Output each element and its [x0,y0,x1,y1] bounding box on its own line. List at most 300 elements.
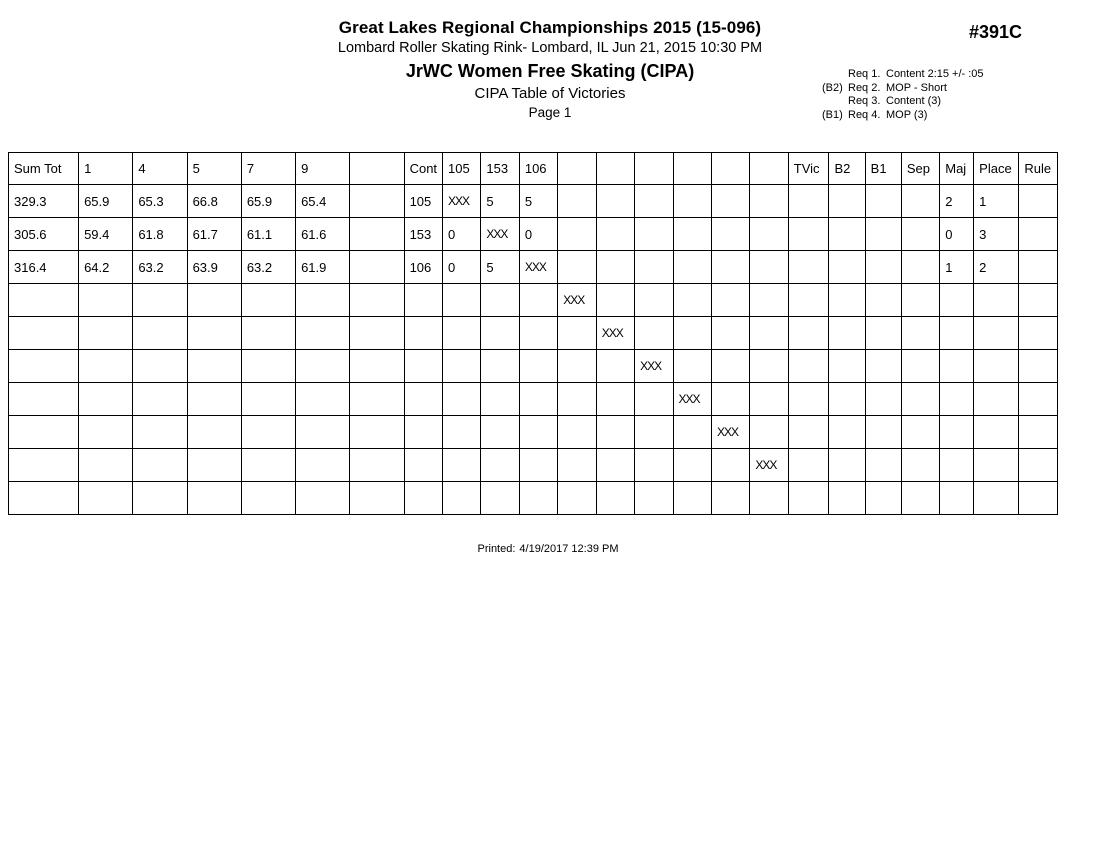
cell-empty-3 [635,218,673,251]
cell-spacer [350,482,404,515]
cell-sum-tot [9,416,79,449]
cell-judge-1 [79,350,133,383]
cell-tvic [788,185,829,218]
cell-vs-153: XXX [481,218,519,251]
cell-empty-6 [750,416,788,449]
requirement-text: Content 2:15 +/- :05 [886,68,984,80]
cell-empty-2 [596,350,634,383]
cell-sep [901,350,939,383]
venue-line: Lombard Roller Skating Rink- Lombard, IL Jun 21, 2015 10:30 PM [337,40,763,56]
cell-judge-4 [133,482,187,515]
cell-place [974,482,1019,515]
cell-tvic [788,284,829,317]
column-header-judge-9: 9 [296,153,350,185]
cell-sep [901,482,939,515]
cell-empty-5 [711,185,749,218]
cell-sum-tot [9,284,79,317]
requirement-row [822,68,1022,82]
cell-empty-3 [635,383,673,416]
cell-judge-5: 66.8 [187,185,241,218]
cell-empty-5 [711,218,749,251]
cell-empty-4 [673,416,711,449]
cell-rule [1019,218,1058,251]
cell-judge-4 [133,383,187,416]
cell-judge-9: 61.9 [296,251,350,284]
cell-tvic [788,416,829,449]
column-header-b1: B1 [865,153,901,185]
table-row [9,350,1058,383]
cell-empty-4 [673,251,711,284]
cell-rule [1019,185,1058,218]
table-row [9,482,1058,515]
cell-empty-1 [558,317,596,350]
cell-empty-4 [673,482,711,515]
cell-tvic [788,218,829,251]
column-header-maj: Maj [940,153,974,185]
cell-spacer [350,317,404,350]
table-row [9,284,1058,317]
cell-judge-9 [296,449,350,482]
cell-judge-9 [296,284,350,317]
cell-cont: 106 [404,251,442,284]
cell-vs-105 [443,317,481,350]
cell-judge-1 [79,284,133,317]
printed-label: Printed: [477,543,516,555]
cell-vs-105 [443,449,481,482]
cell-empty-5 [711,383,749,416]
cell-spacer [350,185,404,218]
column-header-judge-5: 5 [187,153,241,185]
cell-empty-5 [711,317,749,350]
cell-spacer [350,284,404,317]
cell-judge-4: 61.8 [133,218,187,251]
cell-vs-105: 0 [443,218,481,251]
cell-judge-4 [133,317,187,350]
column-header-skater-106: 106 [519,153,557,185]
cell-place [974,284,1019,317]
cell-tvic [788,449,829,482]
table-row [9,251,1058,284]
cell-judge-5 [187,350,241,383]
table-subtitle: CIPA Table of Victories [474,85,626,102]
cell-rule [1019,449,1058,482]
cell-judge-1 [79,416,133,449]
cell-empty-2 [596,284,634,317]
column-header-empty-2 [596,153,634,185]
cell-empty-6 [750,317,788,350]
cell-empty-5: XXX [711,416,749,449]
cell-b1 [865,251,901,284]
cell-judge-5 [187,383,241,416]
requirement-number: Req 3. [848,95,881,107]
cell-vs-153 [481,350,519,383]
column-header-skater-153: 153 [481,153,519,185]
cell-b2 [829,416,865,449]
requirement-row [822,95,1022,109]
cell-vs-105: 0 [443,251,481,284]
table-row [9,218,1058,251]
cell-b2 [829,251,865,284]
cell-empty-3 [635,284,673,317]
cell-maj [940,350,974,383]
cell-sep [901,185,939,218]
cell-rule [1019,482,1058,515]
cell-maj: 2 [940,185,974,218]
table-row [9,185,1058,218]
cell-judge-9 [296,350,350,383]
cell-vs-153 [481,416,519,449]
cell-cont [404,284,442,317]
cell-sep [901,317,939,350]
cell-vs-106: 5 [519,185,557,218]
cell-sum-tot [9,482,79,515]
cell-judge-1: 65.9 [79,185,133,218]
cell-judge-9 [296,317,350,350]
table-header-row [9,153,1058,185]
cell-vs-153 [481,449,519,482]
cell-cont [404,449,442,482]
cell-judge-9 [296,482,350,515]
cell-cont [404,350,442,383]
cell-vs-153 [481,284,519,317]
cell-empty-3 [635,251,673,284]
cell-rule [1019,284,1058,317]
cell-spacer [350,350,404,383]
cell-empty-6 [750,185,788,218]
requirement-tag: (B2) [822,81,843,94]
cell-maj [940,383,974,416]
cell-empty-1 [558,350,596,383]
cell-place: 2 [974,251,1019,284]
cell-b2 [829,350,865,383]
cell-vs-105 [443,482,481,515]
cell-b2 [829,185,865,218]
cell-judge-4 [133,284,187,317]
column-header-tvic: TVic [788,153,829,185]
cell-spacer [350,449,404,482]
cell-place [974,383,1019,416]
requirement-number: Req 2. [848,81,881,94]
cell-judge-9 [296,416,350,449]
cell-judge-1 [79,482,133,515]
cell-sum-tot [9,350,79,383]
cell-vs-105 [443,284,481,317]
cell-empty-2: XXX [596,317,634,350]
cell-judge-5 [187,284,241,317]
column-header-rule: Rule [1019,153,1058,185]
cell-empty-1 [558,383,596,416]
cell-sep [901,251,939,284]
cell-empty-5 [711,350,749,383]
cell-spacer [350,383,404,416]
cell-b1 [865,350,901,383]
cell-sep [901,449,939,482]
cell-vs-106 [519,350,557,383]
column-header-empty-5 [711,153,749,185]
cell-empty-4 [673,284,711,317]
table-row [9,317,1058,350]
cell-vs-153 [481,383,519,416]
cell-rule [1019,350,1058,383]
cell-maj [940,416,974,449]
cell-empty-1 [558,416,596,449]
event-number: #391C [968,22,1022,42]
cell-maj [940,317,974,350]
cell-judge-7 [241,350,295,383]
cell-sep [901,383,939,416]
cell-empty-3 [635,185,673,218]
page-number: Page 1 [528,105,572,120]
cell-b1 [865,416,901,449]
cell-judge-7 [241,284,295,317]
cell-cont [404,416,442,449]
cell-vs-105 [443,416,481,449]
cell-empty-3 [635,317,673,350]
cell-sum-tot [9,449,79,482]
cell-vs-153 [481,317,519,350]
cell-tvic [788,482,829,515]
cell-judge-9: 61.6 [296,218,350,251]
requirement-row [822,109,1022,123]
column-header-cont: Cont [404,153,442,185]
cell-judge-5 [187,482,241,515]
cell-vs-106 [519,449,557,482]
cell-judge-7 [241,383,295,416]
cell-rule [1019,416,1058,449]
cell-sum-tot: 305.6 [9,218,79,251]
cell-rule [1019,251,1058,284]
cell-maj: 1 [940,251,974,284]
cell-rule [1019,317,1058,350]
cell-judge-4: 63.2 [133,251,187,284]
requirement-row [822,82,1022,96]
cell-vs-106 [519,482,557,515]
cell-tvic [788,383,829,416]
table-of-victories [8,152,1058,515]
cell-empty-3 [635,416,673,449]
cell-sum-tot: 316.4 [9,251,79,284]
cell-empty-1: XXX [558,284,596,317]
cell-empty-4 [673,218,711,251]
cell-empty-5 [711,449,749,482]
requirement-tag: (B1) [822,108,843,121]
cell-judge-7 [241,482,295,515]
cell-cont: 153 [404,218,442,251]
cell-judge-7: 63.2 [241,251,295,284]
cell-judge-9 [296,383,350,416]
cell-b1 [865,449,901,482]
cell-place [974,350,1019,383]
cell-sep [901,416,939,449]
cell-place: 1 [974,185,1019,218]
requirements-block [822,68,1022,122]
cell-b2 [829,482,865,515]
cell-judge-4 [133,449,187,482]
cell-empty-4 [673,185,711,218]
cell-maj [940,284,974,317]
cell-judge-1 [79,317,133,350]
cell-b1 [865,317,901,350]
table-row [9,449,1058,482]
cell-maj: 0 [940,218,974,251]
cell-empty-6 [750,218,788,251]
column-header-b2: B2 [829,153,865,185]
cell-b1 [865,218,901,251]
table-row [9,383,1058,416]
cell-b2 [829,284,865,317]
cell-empty-1 [558,218,596,251]
cell-cont [404,383,442,416]
cell-b1 [865,383,901,416]
cell-place [974,416,1019,449]
cell-vs-105: XXX [443,185,481,218]
cell-judge-1: 64.2 [79,251,133,284]
page-title: Great Lakes Regional Championships 2015 (15-096) [338,18,762,37]
requirement-text: MOP - Short [886,81,947,94]
column-header-judge-1: 1 [79,153,133,185]
cell-judge-7 [241,416,295,449]
cell-empty-6 [750,284,788,317]
cell-judge-7 [241,449,295,482]
cell-empty-5 [711,251,749,284]
cell-rule [1019,383,1058,416]
cell-tvic [788,350,829,383]
cell-tvic [788,251,829,284]
cell-vs-153: 5 [481,251,519,284]
cell-b2 [829,218,865,251]
cell-b1 [865,185,901,218]
cell-judge-7: 65.9 [241,185,295,218]
cell-judge-4 [133,416,187,449]
cell-b2 [829,317,865,350]
cell-empty-6: XXX [750,449,788,482]
cell-judge-1 [79,449,133,482]
column-header-spacer [350,153,404,185]
cell-vs-105 [443,383,481,416]
cell-empty-2 [596,416,634,449]
cell-empty-1 [558,251,596,284]
cell-judge-5 [187,416,241,449]
cell-vs-105 [443,350,481,383]
cell-vs-106 [519,284,557,317]
cell-maj [940,482,974,515]
cell-b2 [829,449,865,482]
cell-judge-7: 61.1 [241,218,295,251]
printed-timestamp: 4/19/2017 12:39 PM [519,543,619,555]
cell-judge-4: 65.3 [133,185,187,218]
cell-spacer [350,416,404,449]
cell-empty-6 [750,383,788,416]
cell-vs-153: 5 [481,185,519,218]
cell-empty-5 [711,284,749,317]
column-header-place: Place [974,153,1019,185]
cell-cont [404,482,442,515]
cell-empty-1 [558,482,596,515]
cell-empty-5 [711,482,749,515]
requirement-text: Content (3) [886,95,942,107]
column-header-judge-7: 7 [241,153,295,185]
column-header-sum-tot: Sum Tot [9,153,79,185]
cell-cont: 105 [404,185,442,218]
cell-empty-4 [673,449,711,482]
column-header-empty-4 [673,153,711,185]
cell-sum-tot: 329.3 [9,185,79,218]
cell-vs-153 [481,482,519,515]
cell-place [974,449,1019,482]
cell-vs-106 [519,383,557,416]
cell-judge-5 [187,449,241,482]
cell-place [974,317,1019,350]
cell-vs-106: XXX [519,251,557,284]
cell-judge-4 [133,350,187,383]
cell-sum-tot [9,383,79,416]
cell-b2 [829,383,865,416]
column-header-sep: Sep [901,153,939,185]
cell-empty-3: XXX [635,350,673,383]
cell-empty-2 [596,383,634,416]
cell-empty-2 [596,482,634,515]
cell-cont [404,317,442,350]
requirement-number: Req 4. [848,108,881,121]
cell-vs-106 [519,317,557,350]
cell-tvic [788,317,829,350]
column-header-empty-1 [558,153,596,185]
cell-empty-2 [596,218,634,251]
column-header-skater-105: 105 [443,153,481,185]
cell-judge-7 [241,317,295,350]
cell-sep [901,284,939,317]
cell-vs-106: 0 [519,218,557,251]
cell-empty-6 [750,251,788,284]
cell-place: 3 [974,218,1019,251]
cell-sep [901,218,939,251]
cell-empty-6 [750,482,788,515]
column-header-empty-3 [635,153,673,185]
cell-empty-2 [596,449,634,482]
requirement-number: Req 1. [848,68,881,80]
cell-maj [940,449,974,482]
column-header-empty-6 [750,153,788,185]
cell-vs-106 [519,416,557,449]
requirement-text: MOP (3) [886,108,928,121]
cell-empty-6 [750,350,788,383]
cell-b1 [865,482,901,515]
cell-spacer [350,251,404,284]
cell-judge-5 [187,317,241,350]
cell-empty-1 [558,449,596,482]
cell-sum-tot [9,317,79,350]
cell-spacer [350,218,404,251]
cell-judge-9: 65.4 [296,185,350,218]
cell-judge-1 [79,383,133,416]
cell-empty-2 [596,251,634,284]
cell-judge-5: 63.9 [187,251,241,284]
cell-judge-1: 59.4 [79,218,133,251]
cell-judge-5: 61.7 [187,218,241,251]
table-row [9,416,1058,449]
cell-empty-4 [673,350,711,383]
cell-empty-4: XXX [673,383,711,416]
column-header-judge-4: 4 [133,153,187,185]
event-title: JrWC Women Free Skating (CIPA) [405,61,695,81]
cell-b1 [865,284,901,317]
cell-empty-4 [673,317,711,350]
cell-empty-3 [635,449,673,482]
cell-empty-1 [558,185,596,218]
cell-empty-2 [596,185,634,218]
printed-footer [0,543,1100,555]
cell-empty-3 [635,482,673,515]
